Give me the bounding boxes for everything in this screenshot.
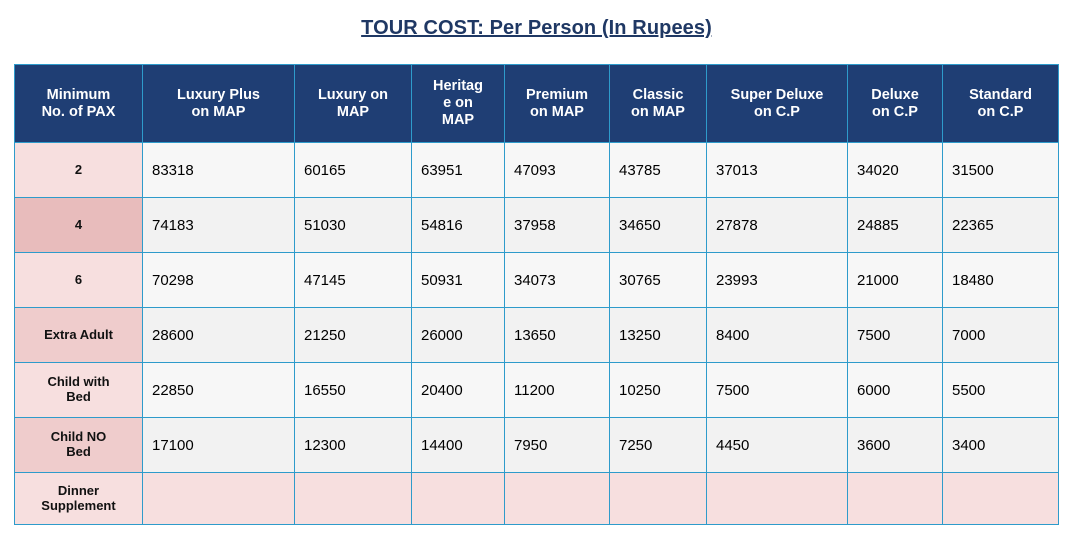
cell-value [943,473,1059,525]
column-header-premium-map [505,65,610,143]
cell-value: 3400 [943,418,1059,473]
cell-value: 10250 [610,363,707,418]
cell-value [707,473,848,525]
column-header-standard-cp [943,65,1059,143]
column-header-line: Luxury Plus [177,86,260,103]
table-row [15,363,1059,418]
table-row [15,198,1059,253]
column-header-line: on C.P [977,103,1024,120]
cell-value: 47093 [505,143,610,198]
column-header-line: Heritag [433,78,483,95]
table-row [15,308,1059,363]
table-header-row [15,65,1059,143]
cell-value: 7000 [943,308,1059,363]
cell-value [848,473,943,525]
row-label-pax-2 [15,143,143,198]
column-header-line: on C.P [872,103,918,120]
cell-value: 3600 [848,418,943,473]
cell-value: 7500 [848,308,943,363]
row-label-line: Child NO [50,429,107,445]
cell-value: 23993 [707,253,848,308]
cell-value: 30765 [610,253,707,308]
column-header-line: Standard [969,86,1032,103]
row-label-line: Supplement [41,497,116,513]
column-header-line: Premium [525,86,589,103]
page-title: TOUR COST: Per Person (In Rupees) [361,17,712,39]
cell-value: 12300 [295,418,412,473]
column-header-line: No. of PAX [41,103,116,120]
column-header-line: on MAP [191,103,246,120]
column-header-line: Luxury on [317,86,389,103]
row-label-line: Bed [66,389,91,404]
cell-value: 34020 [848,143,943,198]
column-header-super-deluxe-cp [707,65,848,143]
row-label-line: 2 [74,161,83,177]
row-label-line: Dinner [57,482,100,498]
column-header-classic-map [610,65,707,143]
cell-value: 24885 [848,198,943,253]
row-label-extra-adult [15,308,143,363]
cell-value: 43785 [610,143,707,198]
cell-value: 37013 [707,143,848,198]
column-header-luxury-plus-map [143,65,295,143]
cell-value: 51030 [295,198,412,253]
cell-value: 13250 [610,308,707,363]
column-header-line: on C.P [754,103,800,120]
cell-value: 31500 [943,143,1059,198]
cell-value: 17100 [143,418,295,473]
cell-value: 50931 [412,253,505,308]
cell-value: 5500 [943,363,1059,418]
table-row [15,418,1059,473]
row-label-child-no-bed [15,418,143,473]
column-header-line: Minimum [46,86,111,103]
table-row [15,253,1059,308]
cell-value: 14400 [412,418,505,473]
cell-value: 22850 [143,363,295,418]
cell-value: 7950 [505,418,610,473]
cell-value [412,473,505,525]
cell-value: 34073 [505,253,610,308]
column-header-line: MAP [441,111,475,128]
row-label-line: Bed [66,444,91,459]
cell-value [143,473,295,525]
column-header-line: on MAP [530,103,584,120]
cell-value: 8400 [707,308,848,363]
column-header-line: on MAP [631,103,685,120]
table-body [15,143,1059,525]
column-header-line: MAP [336,103,370,120]
cell-value: 70298 [143,253,295,308]
row-label-pax-4 [15,198,143,253]
row-label-child-with-bed [15,363,143,418]
table-header [15,65,1059,143]
column-header-deluxe-cp [848,65,943,143]
row-label-line: Extra Adult [44,326,113,342]
column-header-line: Super Deluxe [730,86,824,103]
tour-cost-table-container [14,64,1058,525]
cell-value: 83318 [143,143,295,198]
column-header-line: Classic [632,86,684,103]
row-label-pax-6 [15,253,143,308]
cell-value: 7250 [610,418,707,473]
row-label-line: 6 [74,271,83,287]
cell-value [295,473,412,525]
cell-value: 4450 [707,418,848,473]
cell-value: 21000 [848,253,943,308]
column-header-line: Deluxe [871,86,919,103]
cell-value: 60165 [295,143,412,198]
cell-value: 11200 [505,363,610,418]
cell-value: 54816 [412,198,505,253]
cell-value [610,473,707,525]
cell-value: 13650 [505,308,610,363]
table-row [15,143,1059,198]
tour-cost-table [14,64,1059,525]
cell-value: 37958 [505,198,610,253]
cell-value: 6000 [848,363,943,418]
column-header-pax [15,65,143,143]
cell-value: 22365 [943,198,1059,253]
cell-value: 28600 [143,308,295,363]
cell-value: 7500 [707,363,848,418]
cell-value: 26000 [412,308,505,363]
row-label-line: 4 [74,216,83,232]
cell-value: 20400 [412,363,505,418]
column-header-heritage-map [412,65,505,143]
cell-value: 16550 [295,363,412,418]
row-label-line: Child with [47,374,110,390]
column-header-luxury-map [295,65,412,143]
cell-value: 74183 [143,198,295,253]
cell-value: 18480 [943,253,1059,308]
cell-value: 34650 [610,198,707,253]
cell-value: 27878 [707,198,848,253]
cell-value: 63951 [412,143,505,198]
cell-value [505,473,610,525]
cell-value: 47145 [295,253,412,308]
table-row [15,473,1059,525]
cell-value: 21250 [295,308,412,363]
row-label-dinner-supplement [15,473,143,525]
column-header-line: e on [443,95,473,112]
